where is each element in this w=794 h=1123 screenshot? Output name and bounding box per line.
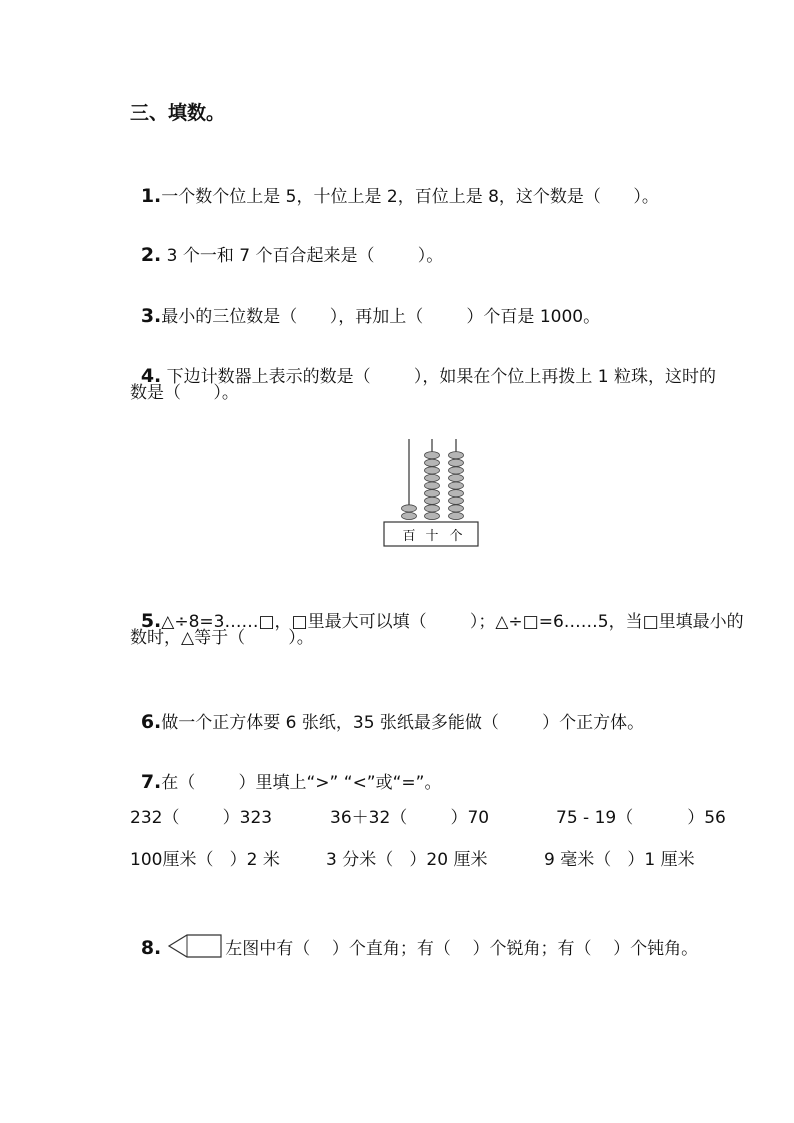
question-number: 8. bbox=[140, 937, 162, 959]
abacus-beads-tens bbox=[425, 452, 440, 520]
abacus-bead-ones bbox=[449, 497, 464, 504]
compare-item: 3 分米（ ）20 厘米 bbox=[326, 850, 488, 870]
question-number: 2. bbox=[140, 244, 162, 266]
question-text: 一个数个位上是 5，十位上是 2，百位上是 8，这个数是（ ）。 bbox=[161, 187, 659, 207]
abacus-bead-ones bbox=[449, 452, 464, 459]
question-4-continued: 数是（ ）。 bbox=[130, 383, 239, 403]
question-2 bbox=[130, 219, 443, 268]
question-number: 3. bbox=[140, 305, 162, 327]
abacus-bead-tens bbox=[425, 459, 440, 466]
question-5-continued: 数时，△等于（ ）。 bbox=[130, 628, 314, 648]
abacus-bead-ones bbox=[449, 467, 464, 474]
question-7 bbox=[130, 746, 441, 795]
compare-item: 100厘米（ ）2 米 bbox=[130, 850, 280, 870]
abacus-bead-ones bbox=[449, 512, 464, 519]
question-text: 左图中有（ ）个直角；有（ ）个锐角；有（ ）个钝角。 bbox=[225, 939, 699, 959]
abacus-bead-tens bbox=[425, 482, 440, 489]
abacus-figure bbox=[380, 436, 482, 550]
abacus-label-ones: 个 bbox=[449, 529, 463, 544]
section-title: 三、填数。 bbox=[130, 102, 226, 124]
abacus-bead-ones bbox=[449, 490, 464, 497]
abacus-bead-ones bbox=[449, 505, 464, 512]
abacus-label-tens: 十 bbox=[425, 529, 439, 544]
abacus-bead-tens bbox=[425, 505, 440, 512]
question-8 bbox=[130, 908, 698, 961]
question-number: 1. bbox=[140, 185, 162, 207]
question-text-line1: 下边计数器上表示的数是（ ），如果在个位上再拨上 1 粒珠，这时的 bbox=[161, 367, 717, 387]
compare-item: 232（ ）323 bbox=[130, 808, 273, 828]
pentagon-shape-icon bbox=[165, 932, 223, 960]
abacus-bead-tens bbox=[425, 490, 440, 497]
question-text: 做一个正方体要 6 张纸，35 张纸最多能做（ ）个正方体。 bbox=[161, 713, 645, 733]
compare-item: 9 毫米（ ）1 厘米 bbox=[544, 850, 695, 870]
compare-item: 36＋32（ ）70 bbox=[330, 808, 490, 828]
question-6 bbox=[130, 686, 644, 735]
question-text-line1: △÷8=3……□，□里最大可以填（ ）；△÷□=6……5，当□里填最小的 bbox=[161, 612, 744, 632]
question-number: 4. bbox=[140, 365, 162, 387]
question-text: 在（ ）里填上“>” “<”或“=”。 bbox=[161, 773, 442, 793]
abacus-label-hundreds: 百 bbox=[402, 529, 416, 544]
abacus-bead-ones bbox=[449, 482, 464, 489]
abacus-bead-tens bbox=[425, 497, 440, 504]
abacus-bead-ones bbox=[449, 474, 464, 481]
abacus-beads-hundreds bbox=[402, 505, 417, 520]
abacus-bead-tens bbox=[425, 467, 440, 474]
question-1 bbox=[130, 160, 659, 209]
abacus-bead-tens bbox=[425, 452, 440, 459]
abacus-bead-ones bbox=[449, 459, 464, 466]
abacus-bead-hundreds bbox=[402, 505, 417, 512]
abacus-bead-tens bbox=[425, 474, 440, 481]
abacus-bead-hundreds bbox=[402, 512, 417, 519]
abacus-beads-ones bbox=[449, 452, 464, 520]
question-number: 6. bbox=[140, 711, 162, 733]
question-number: 5. bbox=[140, 610, 162, 632]
question-3 bbox=[130, 280, 600, 329]
compare-item: 75 - 19（ ）56 bbox=[556, 808, 726, 828]
question-text: 3 个一和 7 个百合起来是（ ）。 bbox=[161, 246, 444, 266]
question-number: 7. bbox=[140, 771, 162, 793]
question-text: 最小的三位数是（ ），再加上（ ）个百是 1000。 bbox=[161, 307, 601, 327]
abacus-bead-tens bbox=[425, 512, 440, 519]
